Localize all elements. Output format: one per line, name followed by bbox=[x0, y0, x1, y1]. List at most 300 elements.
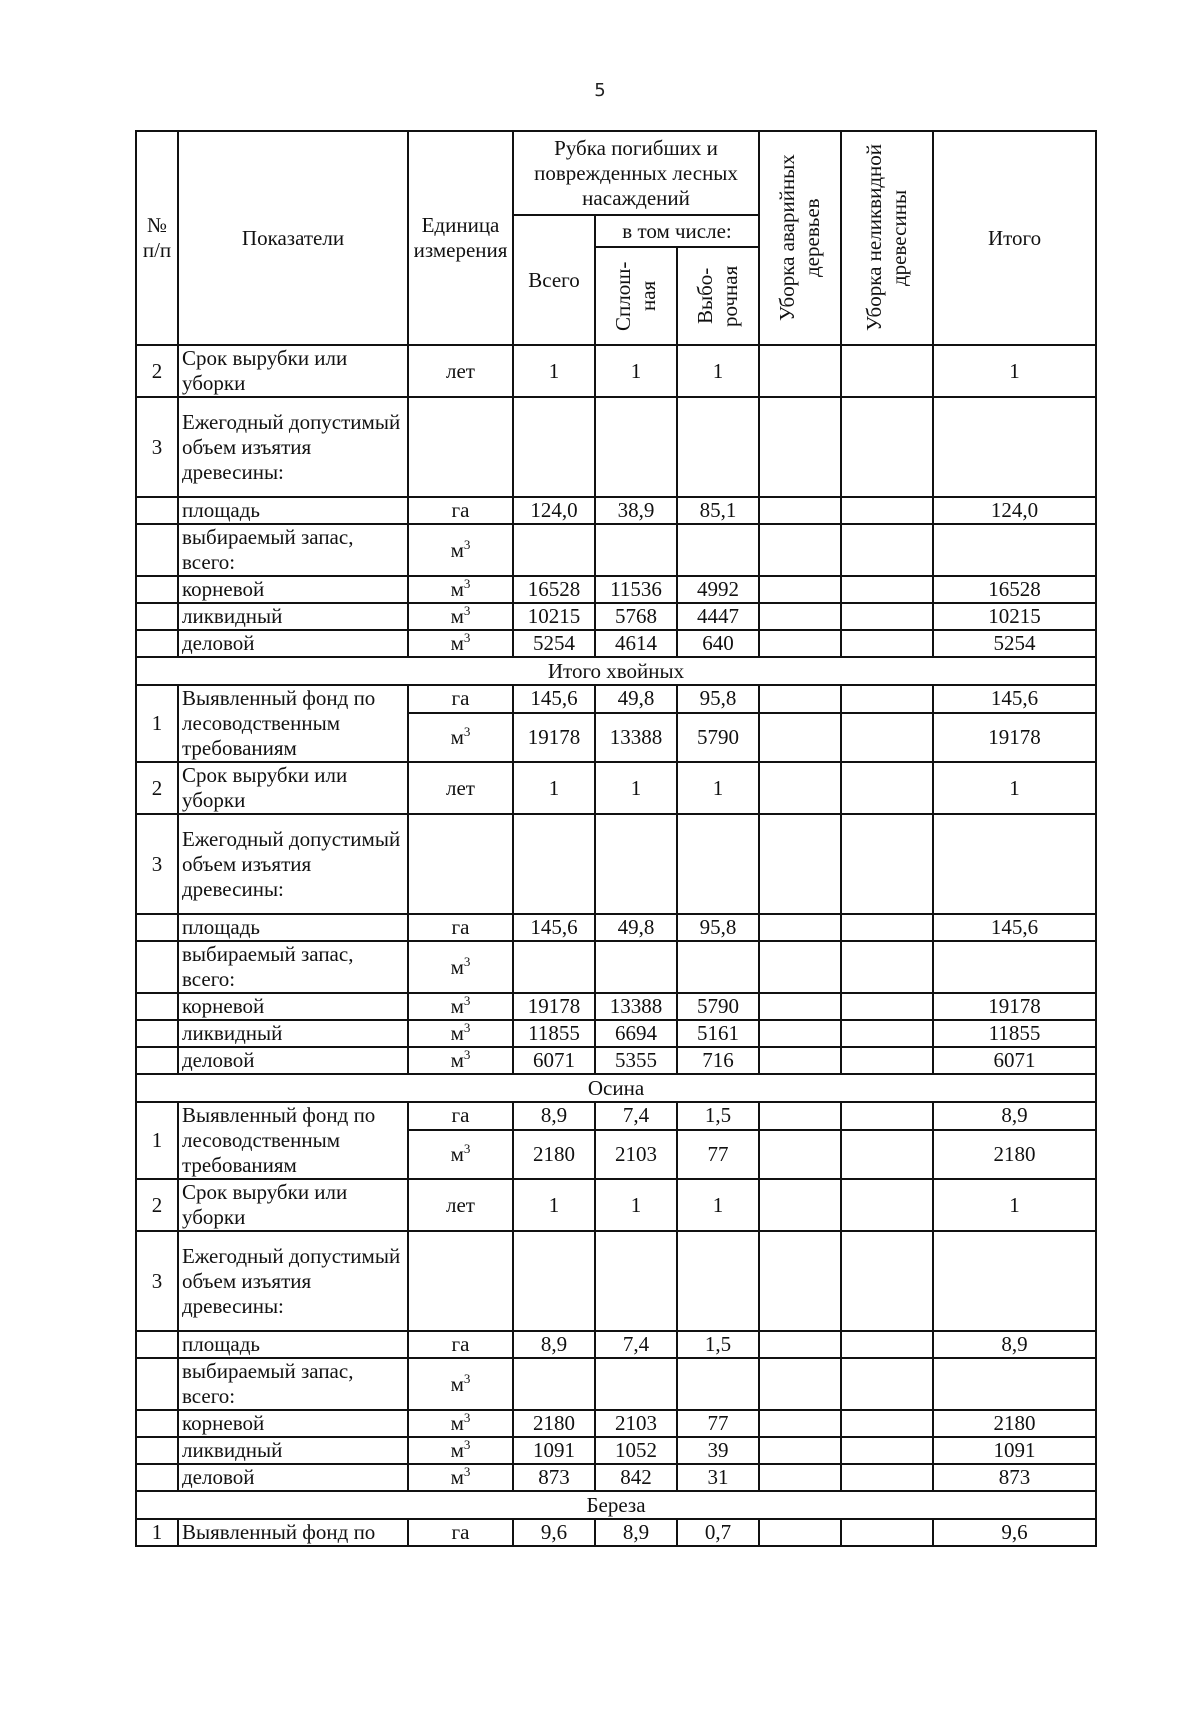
value-illiquid bbox=[841, 814, 933, 914]
section-title: Итого хвойных bbox=[136, 657, 1096, 685]
row-unit bbox=[408, 993, 513, 1020]
value-selective: 716 bbox=[677, 1047, 759, 1074]
unit-text: га bbox=[451, 1103, 470, 1128]
row-number bbox=[136, 603, 178, 630]
row-number bbox=[136, 1437, 178, 1464]
value-illiquid bbox=[841, 497, 933, 524]
value-emergency bbox=[759, 345, 841, 397]
value-emergency bbox=[759, 685, 841, 713]
value-total: 11855 bbox=[513, 1020, 595, 1047]
value-itogo bbox=[933, 941, 1096, 993]
row-unit bbox=[408, 914, 513, 941]
value-selective: 95,8 bbox=[677, 685, 759, 713]
row-unit bbox=[408, 713, 513, 762]
value-itogo bbox=[933, 524, 1096, 576]
value-selective: 5790 bbox=[677, 713, 759, 762]
table-row bbox=[136, 1231, 1096, 1331]
section-title: Береза bbox=[136, 1491, 1096, 1519]
table-body bbox=[136, 345, 1096, 1546]
value-emergency bbox=[759, 1410, 841, 1437]
value-total: 2180 bbox=[513, 1410, 595, 1437]
table-row bbox=[136, 1331, 1096, 1358]
value-illiquid bbox=[841, 1179, 933, 1231]
value-emergency bbox=[759, 1179, 841, 1231]
value-itogo: 1091 bbox=[933, 1437, 1096, 1464]
value-total: 145,6 bbox=[513, 685, 595, 713]
row-label: корневой bbox=[178, 993, 408, 1020]
row-label: ликвидный bbox=[178, 1020, 408, 1047]
value-total: 873 bbox=[513, 1464, 595, 1491]
table-row bbox=[136, 814, 1096, 914]
value-emergency bbox=[759, 497, 841, 524]
unit-text: м bbox=[450, 724, 464, 749]
unit-text: м bbox=[450, 577, 464, 601]
value-itogo: 16528 bbox=[933, 576, 1096, 603]
row-number bbox=[136, 941, 178, 993]
value-emergency bbox=[759, 1047, 841, 1074]
value-illiquid bbox=[841, 1231, 933, 1331]
value-illiquid bbox=[841, 1464, 933, 1491]
table-row bbox=[136, 1464, 1096, 1491]
value-total bbox=[513, 941, 595, 993]
value-selective: 85,1 bbox=[677, 497, 759, 524]
value-total: 2180 bbox=[513, 1130, 595, 1179]
value-emergency bbox=[759, 603, 841, 630]
unit-text: га bbox=[451, 1520, 470, 1544]
value-emergency bbox=[759, 524, 841, 576]
value-solid: 2103 bbox=[595, 1130, 677, 1179]
unit-text: га bbox=[451, 1332, 470, 1356]
value-total: 8,9 bbox=[513, 1331, 595, 1358]
value-selective bbox=[677, 814, 759, 914]
value-total: 6071 bbox=[513, 1047, 595, 1074]
unit-text: м bbox=[450, 1048, 464, 1072]
unit-text: м bbox=[450, 1021, 464, 1045]
row-label: площадь bbox=[178, 914, 408, 941]
value-emergency bbox=[759, 1331, 841, 1358]
header-incl: в том числе: bbox=[595, 215, 759, 247]
value-selective: 1,5 bbox=[677, 1331, 759, 1358]
table-row bbox=[136, 603, 1096, 630]
value-total: 1 bbox=[513, 762, 595, 814]
table-row bbox=[136, 1519, 1096, 1546]
value-total: 1 bbox=[513, 1179, 595, 1231]
row-unit bbox=[408, 685, 513, 713]
value-illiquid bbox=[841, 762, 933, 814]
value-itogo: 10215 bbox=[933, 603, 1096, 630]
row-label: ликвидный bbox=[178, 603, 408, 630]
row-number bbox=[136, 1047, 178, 1074]
value-emergency bbox=[759, 762, 841, 814]
row-label: площадь bbox=[178, 497, 408, 524]
header-unit: Единица измерения bbox=[408, 131, 513, 345]
value-itogo: 1 bbox=[933, 762, 1096, 814]
table-row bbox=[136, 685, 1096, 713]
header-selective bbox=[677, 247, 759, 345]
header-selective-text: Выбо-рочная bbox=[693, 265, 743, 327]
table-row bbox=[136, 1410, 1096, 1437]
value-illiquid bbox=[841, 1358, 933, 1410]
unit-superscript: 3 bbox=[463, 1437, 471, 1452]
value-solid: 13388 bbox=[595, 993, 677, 1020]
value-solid: 38,9 bbox=[595, 497, 677, 524]
value-illiquid bbox=[841, 685, 933, 713]
value-total: 124,0 bbox=[513, 497, 595, 524]
row-label: ликвидный bbox=[178, 1437, 408, 1464]
value-selective bbox=[677, 397, 759, 497]
row-label: Ежегодный допустимый объем изъятия древесины: bbox=[178, 397, 408, 497]
header-illiquid bbox=[841, 131, 933, 345]
value-emergency bbox=[759, 397, 841, 497]
unit-text: га bbox=[451, 686, 470, 711]
value-solid: 1052 bbox=[595, 1437, 677, 1464]
row-unit bbox=[408, 814, 513, 914]
unit-text: м bbox=[450, 1371, 464, 1396]
header-solid bbox=[595, 247, 677, 345]
row-label: выбираемый запас, всего: bbox=[178, 1358, 408, 1410]
row-label: Выявленный фонд по лесоводственным требованиям bbox=[178, 685, 408, 762]
row-unit bbox=[408, 1102, 513, 1130]
row-unit bbox=[408, 576, 513, 603]
row-number: 1 bbox=[136, 1519, 178, 1546]
value-itogo: 5254 bbox=[933, 630, 1096, 657]
value-selective bbox=[677, 1231, 759, 1331]
value-total bbox=[513, 814, 595, 914]
value-selective: 4447 bbox=[677, 603, 759, 630]
value-itogo: 8,9 bbox=[933, 1331, 1096, 1358]
row-label: Ежегодный допустимый объем изъятия древесины: bbox=[178, 1231, 408, 1331]
value-selective: 39 bbox=[677, 1437, 759, 1464]
value-itogo: 2180 bbox=[933, 1410, 1096, 1437]
row-unit bbox=[408, 1331, 513, 1358]
value-total: 1 bbox=[513, 345, 595, 397]
value-selective: 1,5 bbox=[677, 1102, 759, 1130]
value-total: 5254 bbox=[513, 630, 595, 657]
value-solid: 2103 bbox=[595, 1410, 677, 1437]
value-itogo bbox=[933, 397, 1096, 497]
row-number: 2 bbox=[136, 1179, 178, 1231]
value-illiquid bbox=[841, 914, 933, 941]
value-itogo: 2180 bbox=[933, 1130, 1096, 1179]
table-row bbox=[136, 1047, 1096, 1074]
value-itogo: 19178 bbox=[933, 993, 1096, 1020]
row-unit bbox=[408, 1047, 513, 1074]
row-unit bbox=[408, 1358, 513, 1410]
row-label: корневой bbox=[178, 576, 408, 603]
row-label: площадь bbox=[178, 1331, 408, 1358]
unit-text: лет bbox=[446, 775, 475, 800]
row-number bbox=[136, 1464, 178, 1491]
unit-text: м bbox=[450, 1411, 464, 1435]
table-header bbox=[136, 131, 1096, 345]
value-solid: 5355 bbox=[595, 1047, 677, 1074]
page-number: 5 bbox=[594, 80, 606, 101]
value-solid: 842 bbox=[595, 1464, 677, 1491]
unit-superscript: 3 bbox=[463, 1464, 471, 1479]
value-itogo: 19178 bbox=[933, 713, 1096, 762]
value-emergency bbox=[759, 1519, 841, 1546]
unit-text: м bbox=[450, 631, 464, 655]
row-number bbox=[136, 1020, 178, 1047]
value-solid: 5768 bbox=[595, 603, 677, 630]
row-unit bbox=[408, 1410, 513, 1437]
value-solid bbox=[595, 524, 677, 576]
value-itogo: 6071 bbox=[933, 1047, 1096, 1074]
row-unit bbox=[408, 1519, 513, 1546]
unit-superscript: 3 bbox=[463, 723, 471, 739]
table-row bbox=[136, 914, 1096, 941]
row-label: деловой bbox=[178, 1047, 408, 1074]
value-illiquid bbox=[841, 941, 933, 993]
value-emergency bbox=[759, 1464, 841, 1491]
unit-text: га bbox=[451, 498, 470, 522]
value-illiquid bbox=[841, 576, 933, 603]
row-label: Срок вырубки или уборки bbox=[178, 1179, 408, 1231]
value-solid: 7,4 bbox=[595, 1331, 677, 1358]
row-label: выбираемый запас, всего: bbox=[178, 524, 408, 576]
value-total: 16528 bbox=[513, 576, 595, 603]
value-solid: 8,9 bbox=[595, 1519, 677, 1546]
unit-superscript: 3 bbox=[463, 1047, 471, 1062]
value-illiquid bbox=[841, 603, 933, 630]
value-illiquid bbox=[841, 1519, 933, 1546]
value-itogo: 873 bbox=[933, 1464, 1096, 1491]
row-number: 1 bbox=[136, 685, 178, 762]
row-unit bbox=[408, 1464, 513, 1491]
row-number: 1 bbox=[136, 1102, 178, 1179]
value-solid bbox=[595, 941, 677, 993]
header-emergency-text: Уборка аварийных деревьев bbox=[775, 154, 825, 322]
value-solid: 1 bbox=[595, 345, 677, 397]
unit-superscript: 3 bbox=[463, 536, 471, 552]
value-itogo: 124,0 bbox=[933, 497, 1096, 524]
value-itogo bbox=[933, 1231, 1096, 1331]
row-label: Выявленный фонд по bbox=[178, 1519, 408, 1546]
value-solid bbox=[595, 814, 677, 914]
value-emergency bbox=[759, 576, 841, 603]
value-selective: 77 bbox=[677, 1130, 759, 1179]
table-row bbox=[136, 993, 1096, 1020]
table-row bbox=[136, 497, 1096, 524]
row-label: деловой bbox=[178, 1464, 408, 1491]
unit-text: лет bbox=[446, 358, 475, 383]
value-total: 1091 bbox=[513, 1437, 595, 1464]
unit-text: м bbox=[450, 537, 464, 562]
value-illiquid bbox=[841, 1437, 933, 1464]
value-illiquid bbox=[841, 1102, 933, 1130]
unit-text: м bbox=[450, 604, 464, 628]
unit-text: га bbox=[451, 915, 470, 939]
value-total bbox=[513, 397, 595, 497]
value-selective: 77 bbox=[677, 1410, 759, 1437]
value-solid: 11536 bbox=[595, 576, 677, 603]
value-itogo: 11855 bbox=[933, 1020, 1096, 1047]
value-emergency bbox=[759, 1231, 841, 1331]
row-unit bbox=[408, 397, 513, 497]
value-emergency bbox=[759, 941, 841, 993]
value-selective: 31 bbox=[677, 1464, 759, 1491]
unit-text: м bbox=[450, 954, 464, 979]
header-solid-text: Сплош-ная bbox=[611, 261, 660, 331]
value-illiquid bbox=[841, 993, 933, 1020]
value-illiquid bbox=[841, 345, 933, 397]
value-selective: 1 bbox=[677, 1179, 759, 1231]
row-unit bbox=[408, 941, 513, 993]
section-row bbox=[136, 1074, 1096, 1102]
row-label: деловой bbox=[178, 630, 408, 657]
value-illiquid bbox=[841, 1410, 933, 1437]
value-selective: 1 bbox=[677, 345, 759, 397]
row-number bbox=[136, 576, 178, 603]
row-unit bbox=[408, 345, 513, 397]
value-emergency bbox=[759, 1130, 841, 1179]
row-label: Выявленный фонд по лесоводственным требованиям bbox=[178, 1102, 408, 1179]
row-number: 3 bbox=[136, 1231, 178, 1331]
value-solid: 1 bbox=[595, 762, 677, 814]
row-unit bbox=[408, 524, 513, 576]
value-emergency bbox=[759, 814, 841, 914]
value-illiquid bbox=[841, 524, 933, 576]
row-unit bbox=[408, 497, 513, 524]
table-row bbox=[136, 345, 1096, 397]
row-number: 2 bbox=[136, 345, 178, 397]
value-itogo: 1 bbox=[933, 1179, 1096, 1231]
value-total: 145,6 bbox=[513, 914, 595, 941]
value-itogo: 1 bbox=[933, 345, 1096, 397]
header-num: № п/п bbox=[136, 131, 178, 345]
value-total bbox=[513, 1358, 595, 1410]
value-itogo: 145,6 bbox=[933, 685, 1096, 713]
row-unit bbox=[408, 630, 513, 657]
header-emergency bbox=[759, 131, 841, 345]
row-unit bbox=[408, 1179, 513, 1231]
unit-superscript: 3 bbox=[463, 1140, 471, 1156]
unit-superscript: 3 bbox=[463, 993, 471, 1008]
value-illiquid bbox=[841, 1331, 933, 1358]
value-emergency bbox=[759, 1020, 841, 1047]
value-itogo: 9,6 bbox=[933, 1519, 1096, 1546]
unit-superscript: 3 bbox=[463, 576, 471, 591]
value-emergency bbox=[759, 630, 841, 657]
value-solid: 4614 bbox=[595, 630, 677, 657]
unit-superscript: 3 bbox=[463, 1410, 471, 1425]
value-selective: 95,8 bbox=[677, 914, 759, 941]
row-number: 3 bbox=[136, 814, 178, 914]
unit-text: м bbox=[450, 994, 464, 1018]
value-illiquid bbox=[841, 397, 933, 497]
value-solid: 1 bbox=[595, 1179, 677, 1231]
value-selective: 5790 bbox=[677, 993, 759, 1020]
header-itogo: Итого bbox=[933, 131, 1096, 345]
section-row bbox=[136, 1491, 1096, 1519]
unit-text: м bbox=[450, 1465, 464, 1489]
row-label: Ежегодный допустимый объем изъятия древесины: bbox=[178, 814, 408, 914]
row-label: Срок вырубки или уборки bbox=[178, 345, 408, 397]
section-title: Осина bbox=[136, 1074, 1096, 1102]
header-indicator: Показатели bbox=[178, 131, 408, 345]
table-row bbox=[136, 524, 1096, 576]
row-label: выбираемый запас, всего: bbox=[178, 941, 408, 993]
table-row bbox=[136, 762, 1096, 814]
value-selective bbox=[677, 941, 759, 993]
table-row bbox=[136, 1179, 1096, 1231]
value-total bbox=[513, 524, 595, 576]
unit-superscript: 3 bbox=[463, 1370, 471, 1386]
value-emergency bbox=[759, 914, 841, 941]
header-illiquid-text: Уборка неликвидной древесины bbox=[862, 144, 912, 332]
row-number bbox=[136, 914, 178, 941]
value-itogo: 145,6 bbox=[933, 914, 1096, 941]
value-total: 9,6 bbox=[513, 1519, 595, 1546]
value-solid: 7,4 bbox=[595, 1102, 677, 1130]
header-group: Рубка погибших и поврежденных лесных насаждений bbox=[513, 131, 759, 215]
section-row bbox=[136, 657, 1096, 685]
value-illiquid bbox=[841, 713, 933, 762]
row-number bbox=[136, 1331, 178, 1358]
value-solid bbox=[595, 1358, 677, 1410]
row-unit bbox=[408, 603, 513, 630]
value-illiquid bbox=[841, 1020, 933, 1047]
value-solid: 49,8 bbox=[595, 685, 677, 713]
row-number bbox=[136, 1410, 178, 1437]
unit-text: лет bbox=[446, 1192, 475, 1217]
row-label: Срок вырубки или уборки bbox=[178, 762, 408, 814]
value-itogo: 8,9 bbox=[933, 1102, 1096, 1130]
value-selective: 4992 bbox=[677, 576, 759, 603]
row-unit bbox=[408, 1130, 513, 1179]
unit-superscript: 3 bbox=[463, 1020, 471, 1035]
row-number bbox=[136, 524, 178, 576]
unit-superscript: 3 bbox=[463, 630, 471, 645]
value-selective bbox=[677, 524, 759, 576]
value-selective: 5161 bbox=[677, 1020, 759, 1047]
header-total-all: Всего bbox=[513, 215, 595, 345]
value-emergency bbox=[759, 1358, 841, 1410]
value-solid: 49,8 bbox=[595, 914, 677, 941]
value-solid: 6694 bbox=[595, 1020, 677, 1047]
unit-superscript: 3 bbox=[463, 953, 471, 969]
value-solid: 13388 bbox=[595, 713, 677, 762]
value-solid bbox=[595, 1231, 677, 1331]
value-total: 19178 bbox=[513, 993, 595, 1020]
row-unit bbox=[408, 1231, 513, 1331]
unit-text: м bbox=[450, 1141, 464, 1166]
row-number bbox=[136, 993, 178, 1020]
value-total: 10215 bbox=[513, 603, 595, 630]
value-emergency bbox=[759, 713, 841, 762]
value-itogo bbox=[933, 814, 1096, 914]
value-selective: 640 bbox=[677, 630, 759, 657]
row-label: корневой bbox=[178, 1410, 408, 1437]
unit-superscript: 3 bbox=[463, 603, 471, 618]
table-row bbox=[136, 1020, 1096, 1047]
table-row bbox=[136, 941, 1096, 993]
value-emergency bbox=[759, 1102, 841, 1130]
value-emergency bbox=[759, 1437, 841, 1464]
value-itogo bbox=[933, 1358, 1096, 1410]
row-unit bbox=[408, 1437, 513, 1464]
table-row bbox=[136, 1358, 1096, 1410]
forest-table bbox=[135, 130, 1097, 1547]
value-total: 19178 bbox=[513, 713, 595, 762]
row-number bbox=[136, 497, 178, 524]
table-row bbox=[136, 397, 1096, 497]
value-illiquid bbox=[841, 1047, 933, 1074]
row-number bbox=[136, 1358, 178, 1410]
row-unit bbox=[408, 1020, 513, 1047]
value-total bbox=[513, 1231, 595, 1331]
value-solid bbox=[595, 397, 677, 497]
